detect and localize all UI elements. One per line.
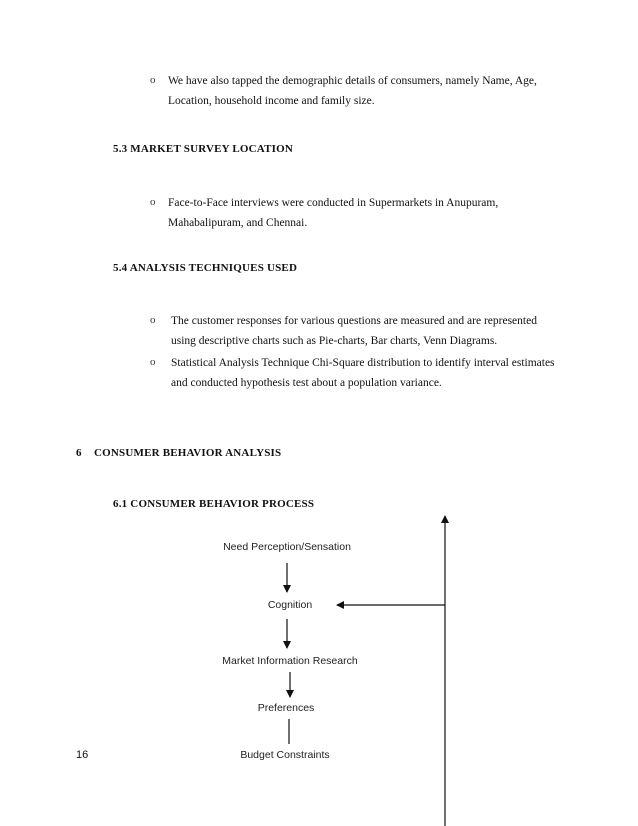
flow-step-budget-constraints: Budget Constraints <box>240 749 330 761</box>
chapter-title: CONSUMER BEHAVIOR ANALYSIS <box>94 447 282 459</box>
page-number: 16 <box>76 749 89 761</box>
bullet-line: Face-to-Face interviews were conducted in Supermarkets in Anupuram, <box>168 197 499 209</box>
bullet-marker: o <box>150 74 156 86</box>
chapter-number: 6 <box>76 447 82 459</box>
flow-step-market-information-research: Market Information Research <box>222 655 358 667</box>
section-heading-analysis-techniques: 5.4 ANALYSIS TECHNIQUES USED <box>113 262 298 274</box>
bullet-line: Statistical Analysis Technique Chi-Square distribution to identify interval estimates <box>171 357 555 369</box>
bullet-line: We have also tapped the demographic details of consumers, namely Name, Age, <box>168 75 537 87</box>
bullet-marker: o <box>150 356 156 368</box>
flow-step-need-perception: Need Perception/Sensation <box>223 541 351 553</box>
flow-step-preferences: Preferences <box>257 702 315 714</box>
bullet-line: using descriptive charts such as Pie-charts, Bar charts, Venn Diagrams. <box>171 335 498 347</box>
bullet-line: The customer responses for various questions are measured and are represented <box>171 315 537 327</box>
section-heading-consumer-behavior-process: 6.1 CONSUMER BEHAVIOR PROCESS <box>113 498 315 510</box>
flow-step-cognition: Cognition <box>267 599 313 611</box>
bullet-line: Mahabalipuram, and Chennai. <box>168 217 308 229</box>
bullet-marker: o <box>150 314 156 326</box>
section-heading-market-survey-location: 5.3 MARKET SURVEY LOCATION <box>113 143 294 155</box>
bullet-line: and conducted hypothesis test about a population variance. <box>171 377 442 389</box>
bullet-line: Location, household income and family size. <box>168 95 375 107</box>
bullet-marker: o <box>150 196 156 208</box>
